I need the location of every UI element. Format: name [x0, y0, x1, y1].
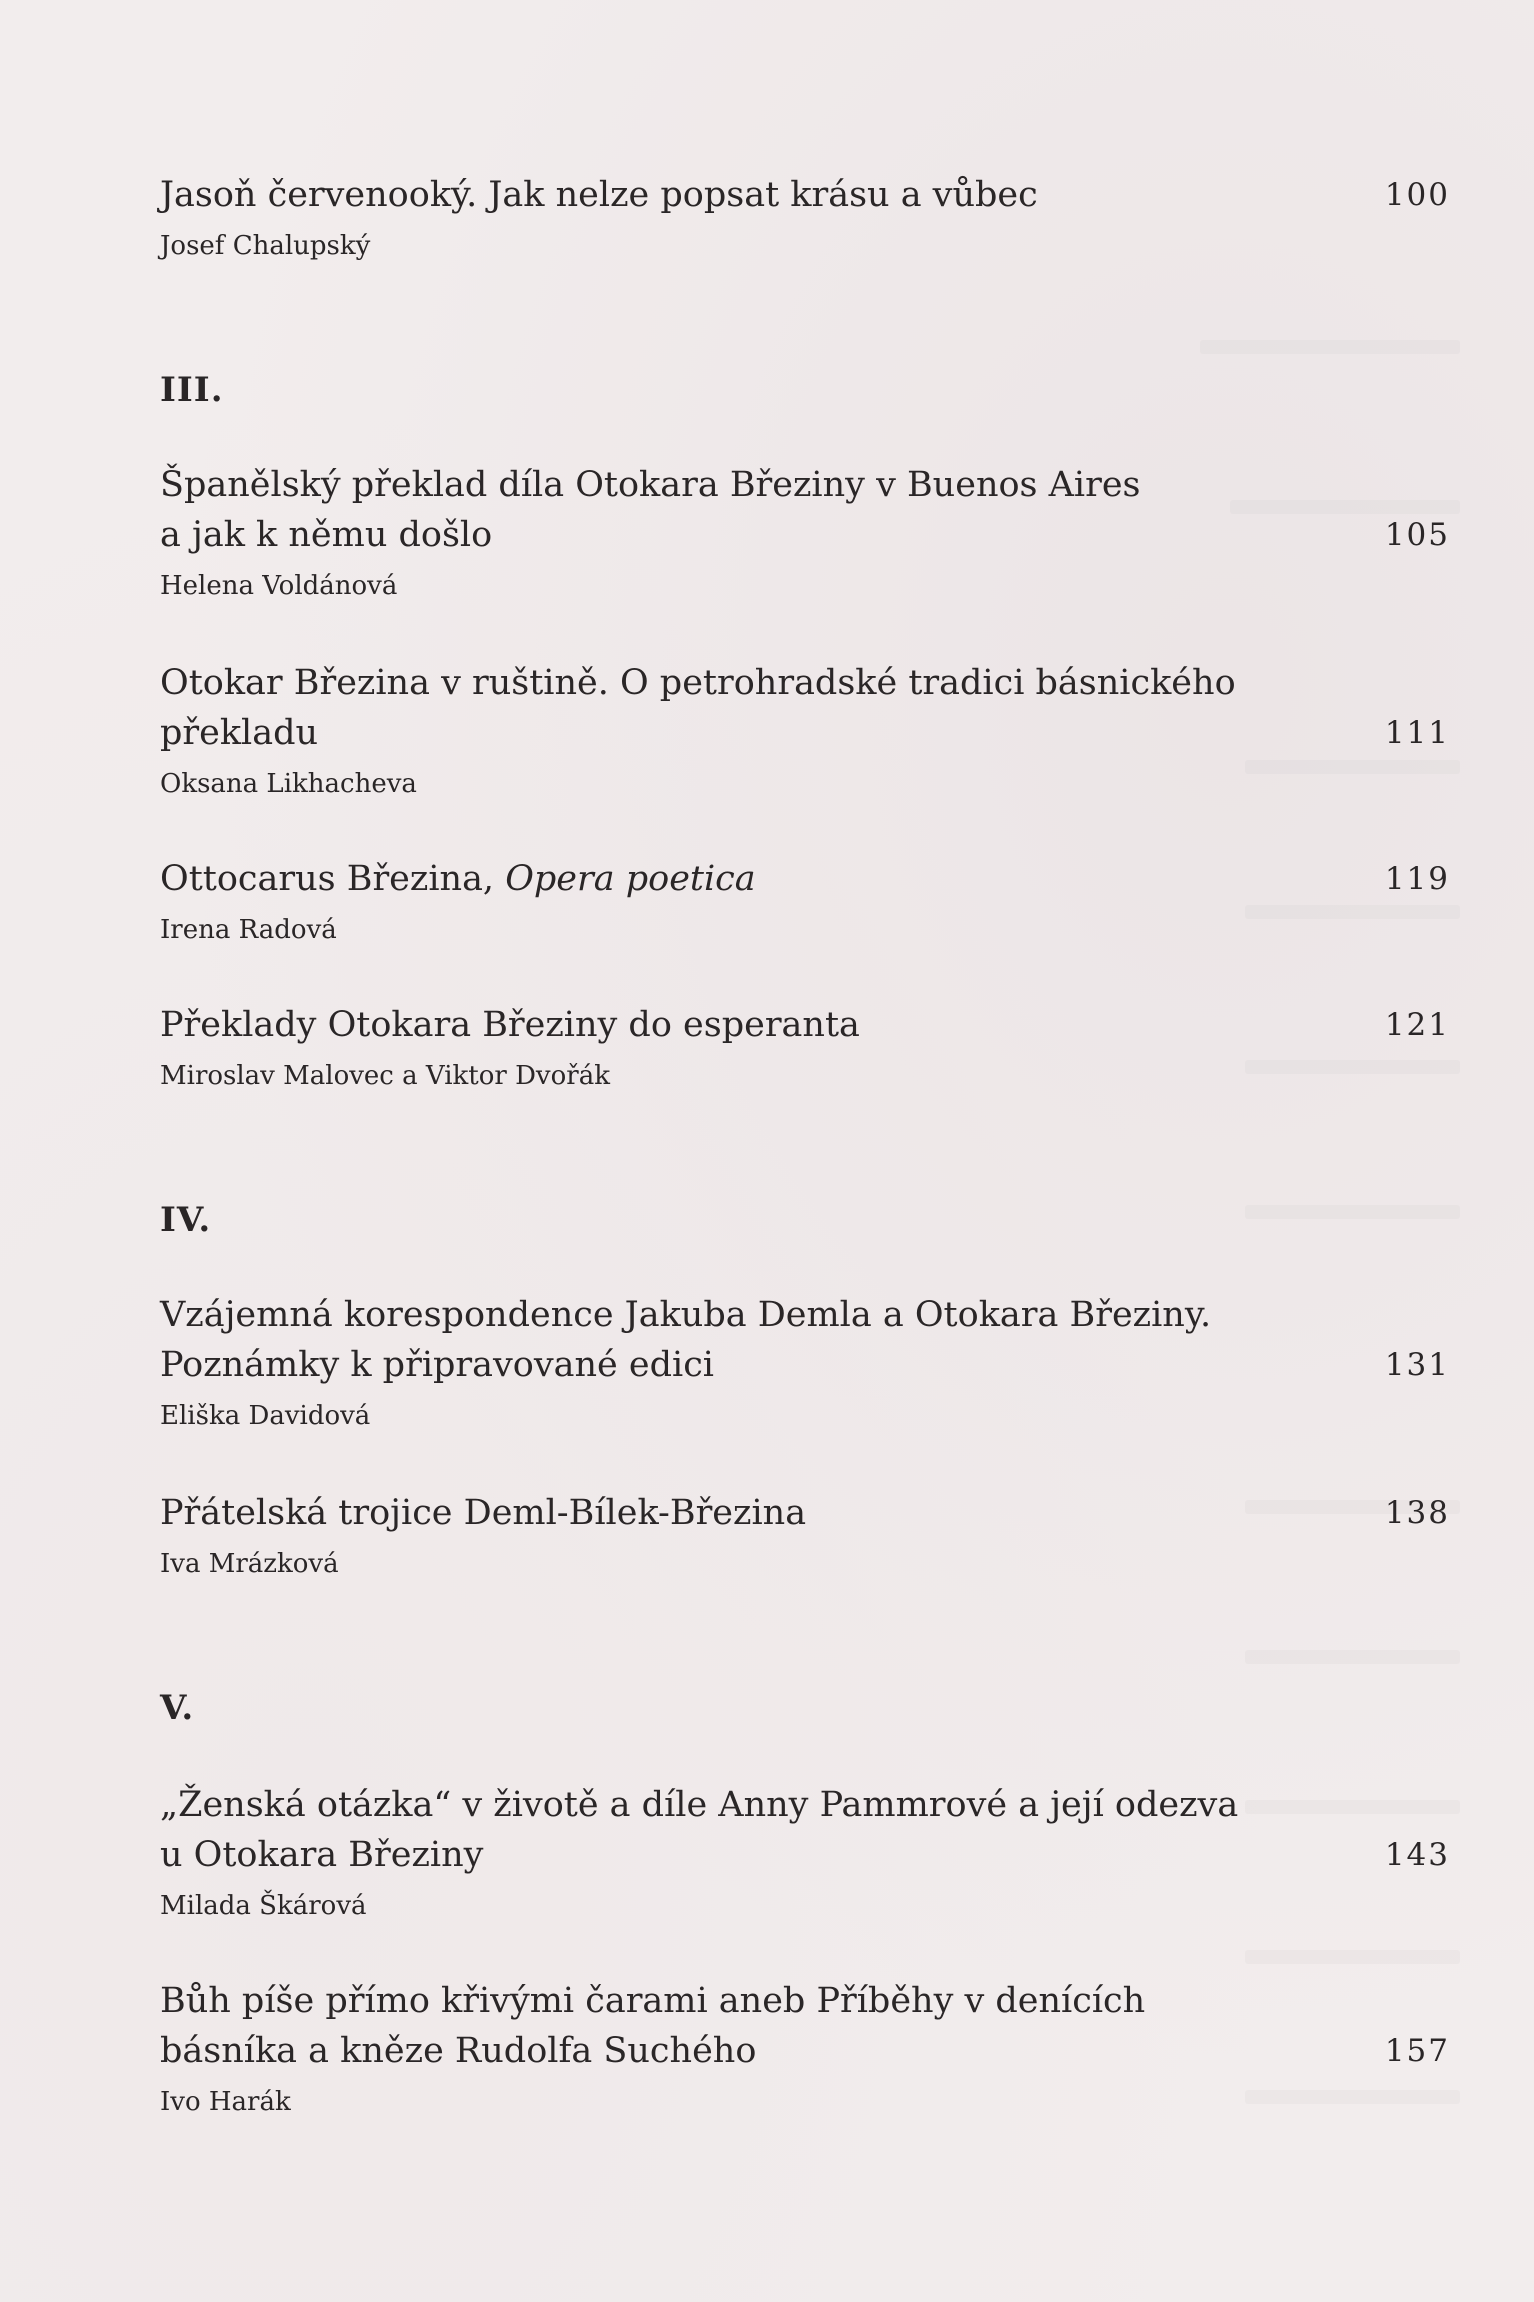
toc-entry-author: Milada Škárová — [160, 1891, 367, 1921]
toc-entry-title-line: Překlady Otokara Březiny do esperanta — [160, 1005, 860, 1045]
toc-entry-page-number: 143 — [1384, 1837, 1450, 1873]
toc-entry-title-line: překladu — [160, 713, 319, 753]
toc-entry-page-number: 105 — [1384, 517, 1450, 553]
toc-entry-title — [160, 1488, 1290, 1538]
bleed-through-line — [1245, 1950, 1460, 1964]
toc-entry — [160, 1290, 1450, 1434]
toc-entry-title-row — [160, 1000, 1450, 1050]
toc-entry — [160, 1488, 1450, 1582]
toc-entry-author: Helena Voldánová — [160, 571, 398, 601]
toc-entry-page-number: 121 — [1384, 1007, 1450, 1043]
toc-entry-author: Oksana Likhacheva — [160, 769, 417, 799]
toc-entry — [160, 854, 1450, 948]
toc-entry-author: Iva Mrázková — [160, 1549, 339, 1579]
toc-entry-title-line: u Otokara Březiny — [160, 1835, 484, 1875]
bleed-through-line — [1245, 1205, 1460, 1219]
toc-entry-title-line: Vzájemná korespondence Jakuba Demla a Otokara Březiny. — [160, 1295, 1212, 1335]
toc-entry-title-line: Jasoň červenooký. Jak nelze popsat krásu a vůbec — [160, 175, 1038, 215]
toc-entry-title-row — [160, 1976, 1450, 2076]
toc-entry — [160, 658, 1450, 802]
toc-entry-page-number: 157 — [1384, 2033, 1450, 2069]
toc-entry-page-number: 131 — [1384, 1347, 1450, 1383]
toc-entry-page-number: 100 — [1384, 177, 1450, 213]
toc-entry — [160, 170, 1450, 264]
toc-entry-title-line: Bůh píše přímo křivými čarami aneb Příběhy v denících — [160, 1981, 1146, 2021]
toc-entry-title — [160, 1290, 1290, 1390]
toc-entry-title-line: Otokar Březina v ruštině. O petrohradské tradici básnického — [160, 663, 1236, 703]
toc-entry-title — [160, 170, 1290, 220]
toc-entry-title — [160, 854, 1290, 904]
toc-entry-page-number: 138 — [1384, 1495, 1450, 1531]
toc-entry-author: Ivo Harák — [160, 2087, 291, 2117]
toc-entry — [160, 1780, 1450, 1924]
toc-entry-title — [160, 1780, 1290, 1880]
toc-entry-title-row — [160, 1780, 1450, 1880]
toc-entry-title-line: Přátelská trojice Deml-Bílek-Březina — [160, 1493, 807, 1533]
toc-entry-page-number: 119 — [1384, 861, 1450, 897]
section-heading: V. — [160, 1688, 195, 1728]
toc-entry — [160, 1976, 1450, 2120]
toc-entry-title-plain: Ottocarus Březina, — [160, 859, 506, 899]
toc-entry-title — [160, 658, 1290, 758]
toc-entry-title-line: Poznámky k připravované edici — [160, 1345, 714, 1385]
toc-entry-title-line: básníka a kněze Rudolfa Suchého — [160, 2031, 757, 2071]
toc-entry — [160, 1000, 1450, 1094]
toc-entry-title — [160, 460, 1290, 560]
toc-entry-author: Irena Radová — [160, 915, 337, 945]
toc-entry-title-row — [160, 854, 1450, 904]
section-heading: III. — [160, 370, 224, 410]
toc-entry-title-row — [160, 460, 1450, 560]
toc-entry — [160, 460, 1450, 604]
toc-entry-title-italic: Opera poetica — [505, 859, 756, 899]
toc-entry-title-row — [160, 1290, 1450, 1390]
bleed-through-line — [1200, 340, 1460, 354]
toc-entry-title-row — [160, 658, 1450, 758]
section-heading: IV. — [160, 1200, 212, 1240]
toc-entry-title-line: a jak k němu došlo — [160, 515, 493, 555]
toc-entry-title-line: Španělský překlad díla Otokara Březiny v Buenos Aires — [160, 465, 1141, 505]
toc-entry-author: Josef Chalupský — [160, 231, 371, 261]
toc-entry-title — [160, 1976, 1290, 2076]
toc-entry-title-line: „Ženská otázka“ v životě a díle Anny Pammrové a její odezva — [160, 1785, 1239, 1825]
toc-entry-author: Miroslav Malovec a Viktor Dvořák — [160, 1061, 610, 1091]
toc-entry-page-number: 111 — [1384, 715, 1450, 751]
bleed-through-line — [1245, 1650, 1460, 1664]
toc-entry-author: Eliška Davidová — [160, 1401, 371, 1431]
toc-entry-title-row — [160, 170, 1450, 220]
toc-entry-title-row — [160, 1488, 1450, 1538]
toc-entry-title — [160, 1000, 1290, 1050]
